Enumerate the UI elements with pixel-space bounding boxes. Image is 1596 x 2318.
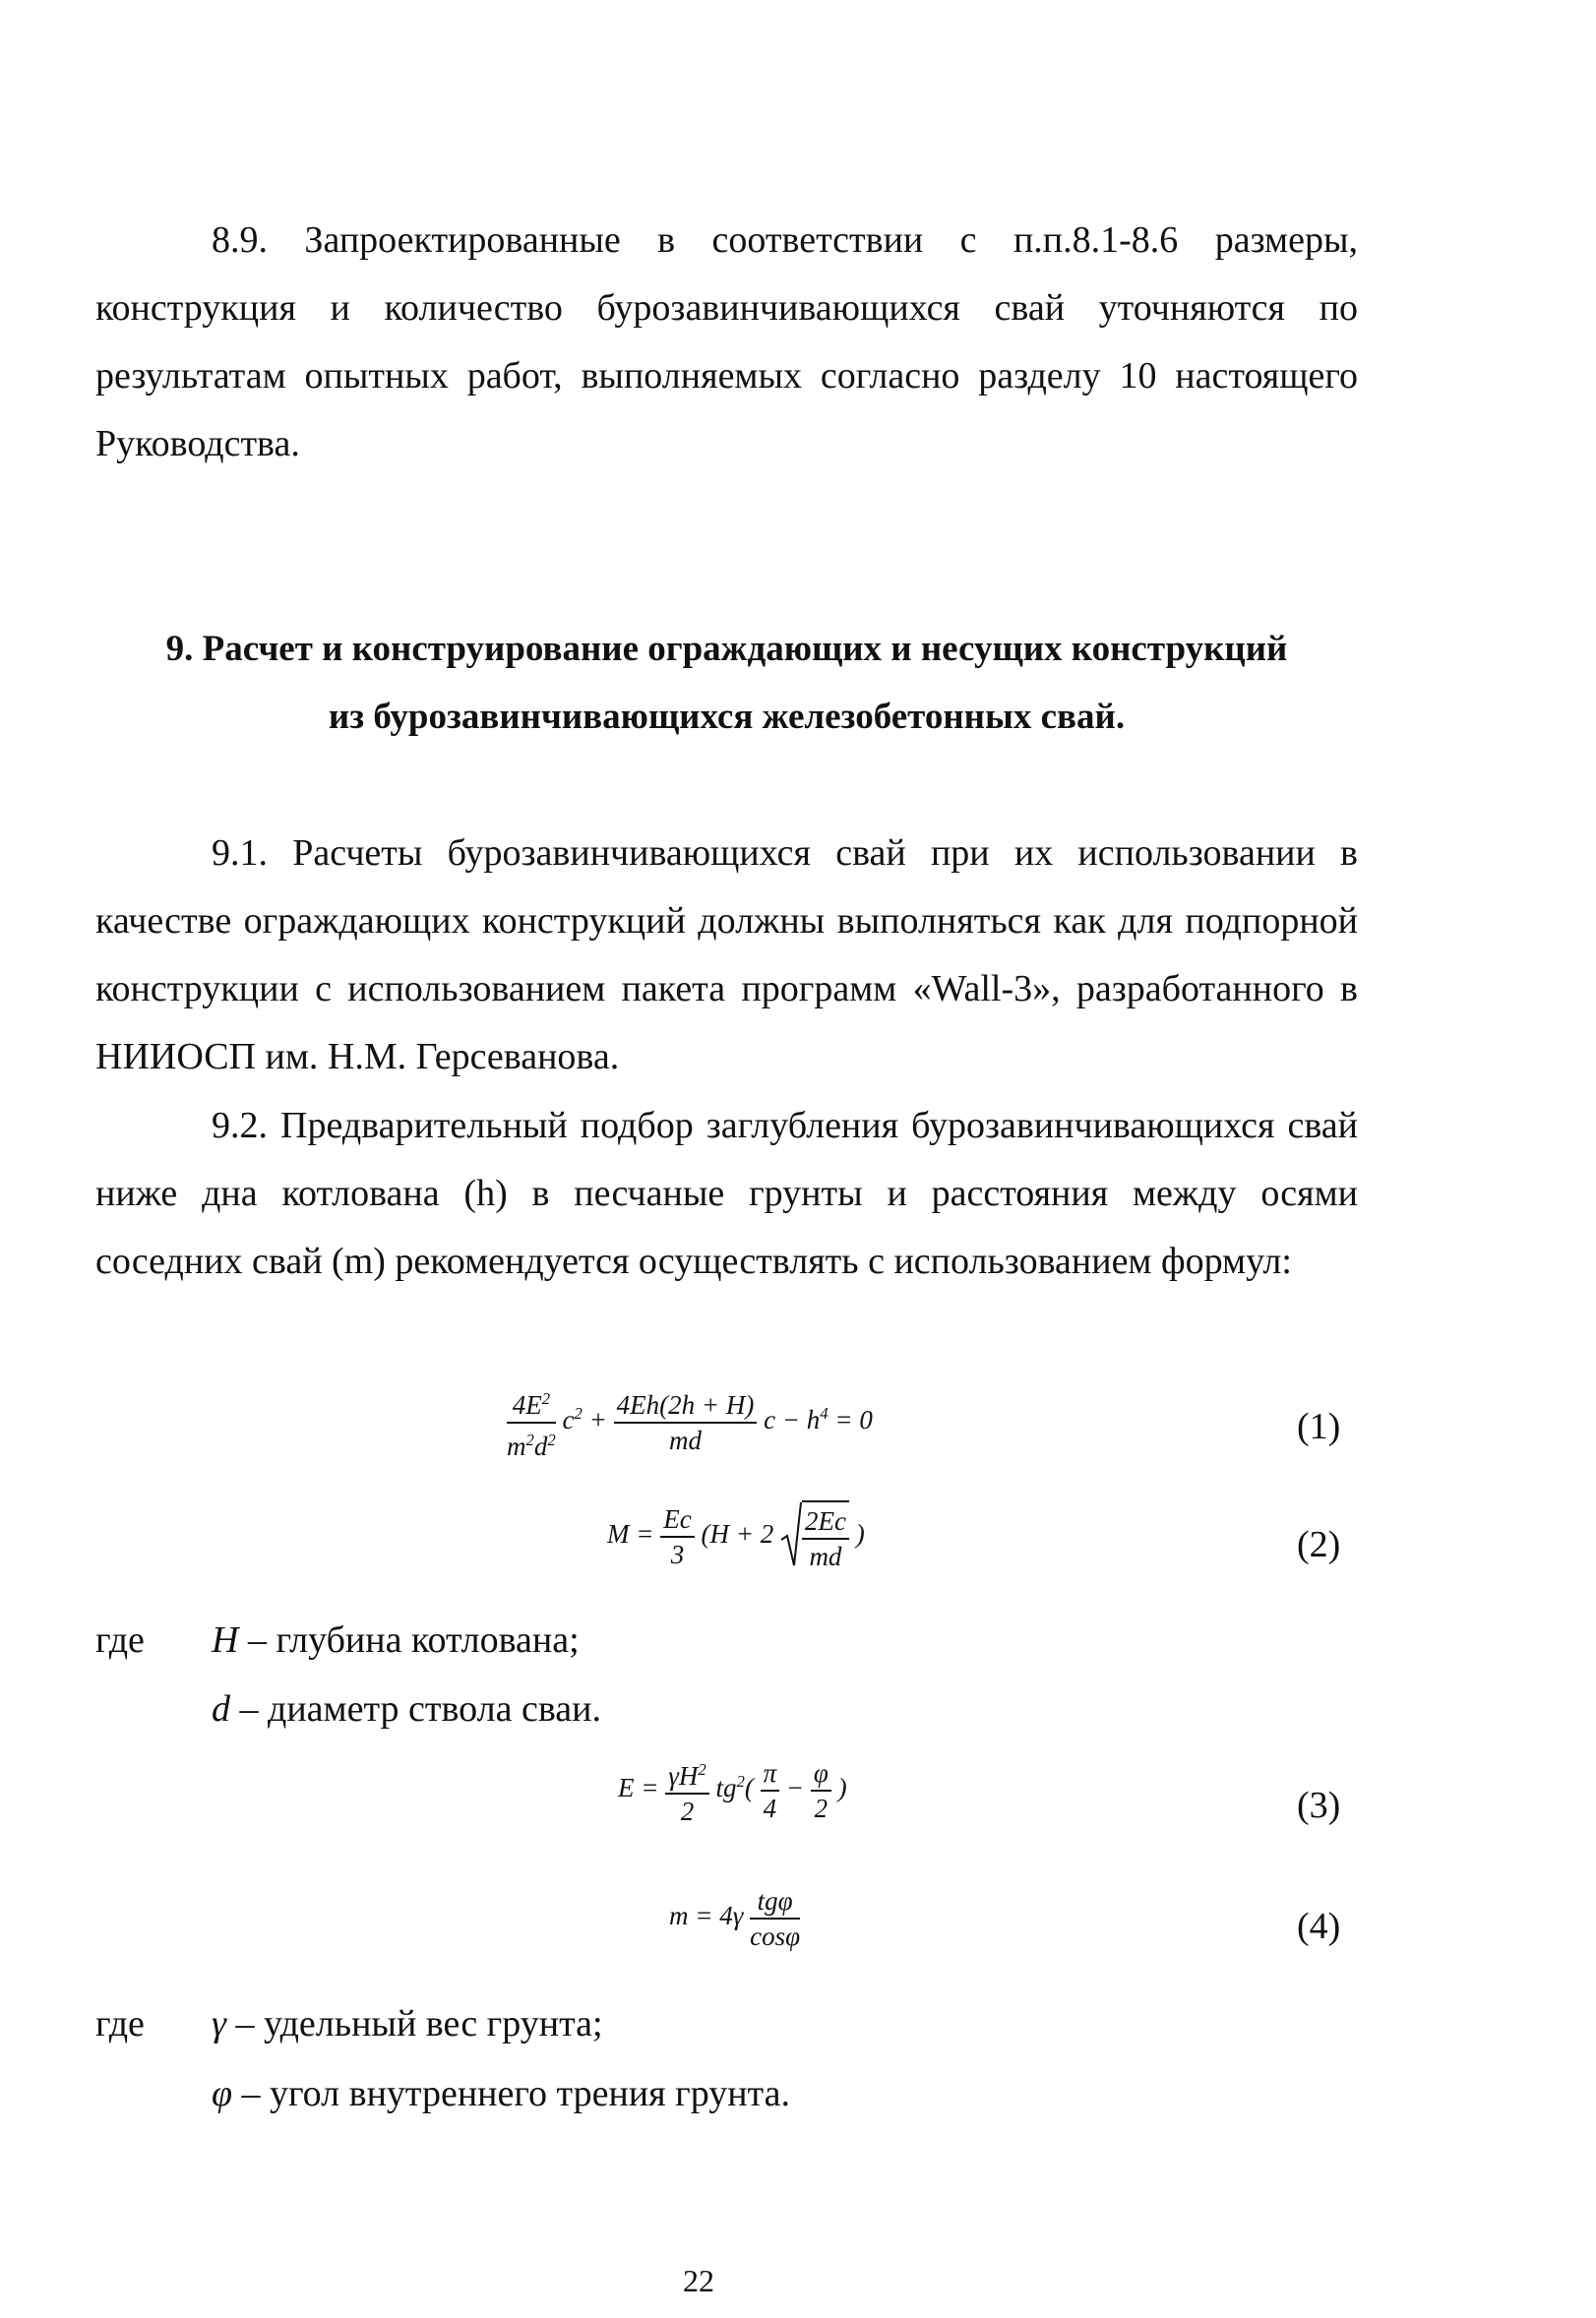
equation-4: m = 4γ $\frac{\text{tgφ}}{\cos\varphi}$ bbox=[669, 1886, 801, 1951]
equation-1: $\frac{4E^2}{m^2d^2}$ $c^2$ + $\frac{4Eh(2h + H)}{md}$ $c - h^4 = 0$ bbox=[507, 1382, 873, 1463]
equation-3: E = $\frac{\gamma H^2}{2}$ $tg^2$( $\frac{\pi}{4}$ − $\frac{\varphi}{2}$ ) bbox=[618, 1753, 847, 1828]
where-label-1: где bbox=[95, 1619, 145, 1661]
equation-2-number: (2) bbox=[1297, 1524, 1341, 1565]
definition-H-text: – глубина котлована; bbox=[238, 1619, 580, 1661]
definition-d-symbol: d bbox=[212, 1688, 230, 1730]
equation-4-number: (4) bbox=[1297, 1906, 1341, 1947]
definition-H-symbol: H bbox=[212, 1619, 239, 1661]
page-number: 22 bbox=[683, 2263, 714, 2298]
equation-3-number: (3) bbox=[1297, 1785, 1341, 1826]
definition-phi-symbol: φ bbox=[212, 2073, 233, 2114]
where-label-2: где bbox=[95, 2003, 145, 2044]
section-9-heading bbox=[95, 615, 1358, 751]
equation-1-number: (1) bbox=[1297, 1406, 1341, 1447]
section-9-heading-line2: из бурозавинчивающихся железобетонных свай. bbox=[328, 697, 1126, 737]
definition-gamma-text: – удельный вес грунта; bbox=[225, 2003, 603, 2044]
definition-d-text: – диаметр ствола сваи. bbox=[230, 1688, 602, 1730]
equation-2: M = $\frac{Ec}{3}$ (H + 2 $\frac{2Ec}{md}$ ) bbox=[607, 1500, 865, 1573]
definition-gamma bbox=[212, 1999, 603, 2048]
section-9-heading-line1: 9. Расчет и конструирование ограждающих и несущих конструкций bbox=[165, 629, 1288, 669]
definition-d bbox=[212, 1684, 601, 1734]
definition-phi bbox=[212, 2069, 790, 2118]
paragraph-9-2: 9.2. Предварительный подбор заглубления бурозавинчивающихся свай ниже дна котлована (h) в песчаные грунты и расстояния между осями соседних свай (m) рекомендуется осуществлять с использованием формул: bbox=[95, 1105, 1358, 1282]
definition-H bbox=[212, 1616, 580, 1665]
paragraph-9-1: 9.1. Расчеты бурозавинчивающихся свай при их использовании в качестве ограждающих конструкций должны выполняться как для подпорной конструкции с использованием пакета программ «Wall-3», разработанного в НИИОСП им. Н.М. Герсеванова. bbox=[95, 832, 1358, 1077]
definition-gamma-symbol: γ bbox=[212, 2003, 226, 2044]
definition-phi-text: – угол внутреннего трения грунта. bbox=[232, 2073, 790, 2114]
paragraph-8-9: 8.9. Запроектированные в соответствии с п.п.8.1-8.6 размеры, конструкция и количество бурозавинчивающихся свай уточняются по результатам опытных работ, выполняемых согласно разделу 10 настоящего Руководства. bbox=[95, 219, 1358, 464]
